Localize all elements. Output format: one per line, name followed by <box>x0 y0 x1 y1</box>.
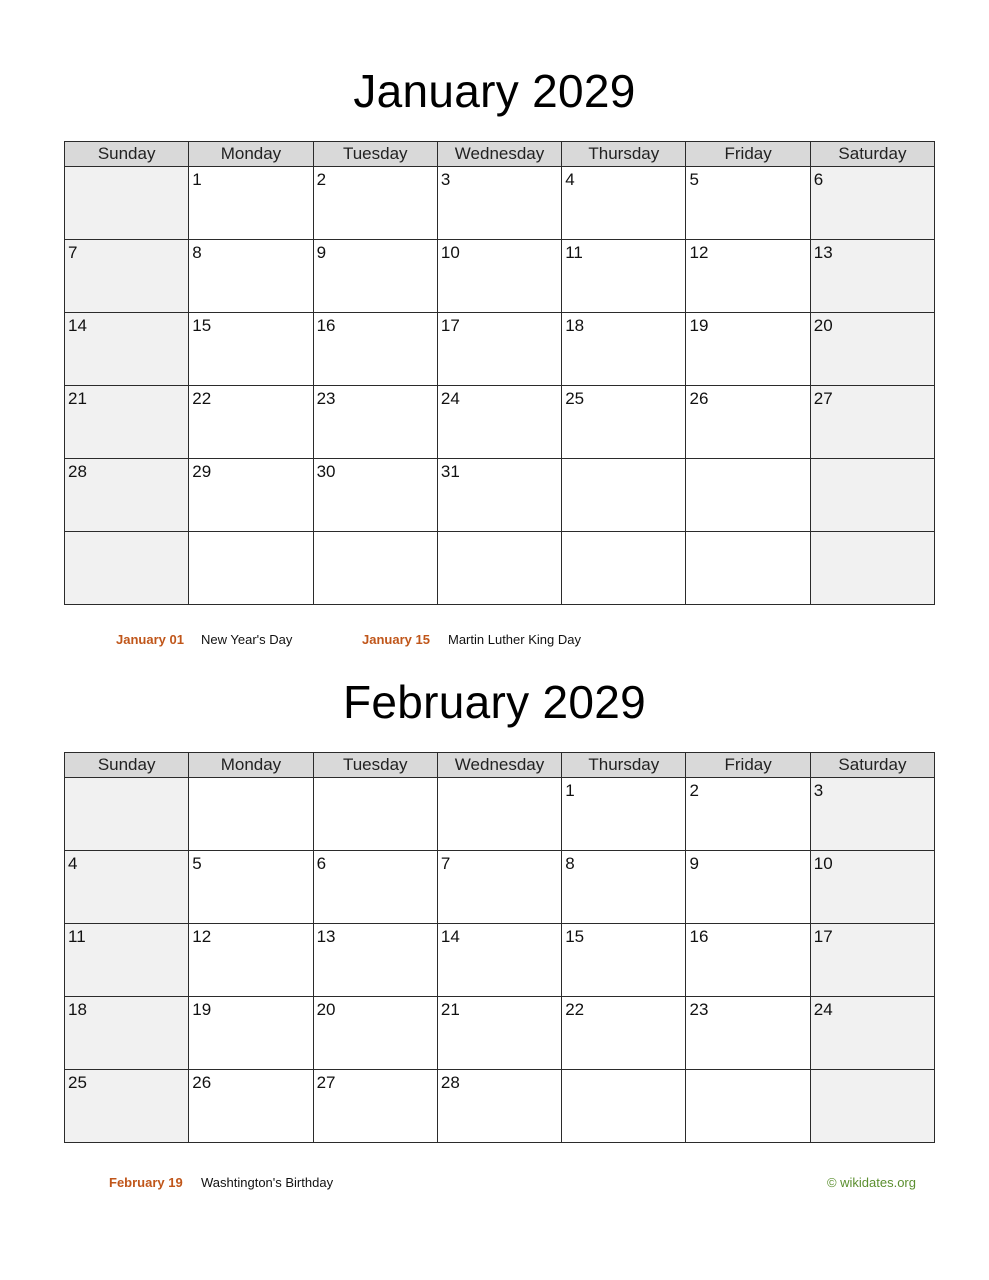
day-cell[interactable] <box>65 313 189 386</box>
day-cell[interactable] <box>562 851 686 924</box>
day-number: 4 <box>565 170 575 189</box>
day-number: 14 <box>68 316 87 335</box>
day-cell[interactable] <box>313 778 437 851</box>
weekday-header: Saturday <box>810 142 934 167</box>
weekday-header: Thursday <box>562 753 686 778</box>
holiday-date: February 19 <box>109 1175 183 1190</box>
day-cell[interactable] <box>562 997 686 1070</box>
day-number: 18 <box>565 316 585 335</box>
day-number: 7 <box>440 854 451 873</box>
day-number: 11 <box>565 243 583 262</box>
month-title-january: January 2029 <box>353 65 636 117</box>
weekday-header: Saturday <box>810 753 934 778</box>
day-cell[interactable] <box>65 532 189 605</box>
day-cell[interactable] <box>810 459 934 532</box>
credit-link[interactable]: © wikidates.org <box>826 1175 916 1190</box>
day-number <box>65 788 68 792</box>
day-number: 2 <box>316 170 327 189</box>
day-number: 13 <box>316 927 336 946</box>
week-row <box>65 778 935 851</box>
day-number: 7 <box>68 243 78 262</box>
day-cell[interactable] <box>65 240 189 313</box>
day-cell[interactable] <box>437 459 561 532</box>
day-cell[interactable] <box>65 386 189 459</box>
day-number: 15 <box>565 927 585 946</box>
weekday-header-row <box>65 142 935 167</box>
day-number: 3 <box>440 170 451 189</box>
day-cell[interactable] <box>686 997 810 1070</box>
day-number: 27 <box>813 389 833 408</box>
day-cell[interactable] <box>810 924 934 997</box>
day-number: 16 <box>689 927 709 946</box>
day-number: 25 <box>565 389 585 408</box>
day-cell[interactable] <box>810 851 934 924</box>
day-cell[interactable] <box>189 778 313 851</box>
day-cell[interactable] <box>65 1070 189 1143</box>
day-cell[interactable] <box>562 313 686 386</box>
day-cell[interactable] <box>437 167 561 240</box>
day-cell[interactable] <box>810 386 934 459</box>
day-number: 24 <box>813 1000 833 1019</box>
day-cell[interactable] <box>189 1070 313 1143</box>
day-number: 14 <box>440 927 460 946</box>
day-cell[interactable] <box>313 240 437 313</box>
week-row <box>65 240 935 313</box>
day-cell[interactable] <box>562 778 686 851</box>
day-cell[interactable] <box>189 997 313 1070</box>
day-number: 9 <box>689 854 699 873</box>
day-cell[interactable] <box>437 532 561 605</box>
day-cell[interactable] <box>65 997 189 1070</box>
day-cell[interactable] <box>65 778 189 851</box>
day-cell[interactable] <box>562 1070 686 1143</box>
day-cell[interactable] <box>437 924 561 997</box>
day-cell[interactable] <box>313 167 437 240</box>
day-cell[interactable] <box>562 924 686 997</box>
day-cell[interactable] <box>313 1070 437 1143</box>
day-number: 3 <box>813 781 824 800</box>
day-cell[interactable] <box>810 997 934 1070</box>
day-cell[interactable] <box>686 313 810 386</box>
day-cell[interactable] <box>313 459 437 532</box>
day-number <box>314 788 317 792</box>
day-cell[interactable] <box>313 997 437 1070</box>
holiday-name: Martin Luther King Day <box>448 632 581 647</box>
holiday-name: New Year's Day <box>201 632 293 647</box>
weekday-header: Friday <box>686 142 810 167</box>
day-cell[interactable] <box>313 924 437 997</box>
day-number: 10 <box>440 243 460 262</box>
day-cell[interactable] <box>437 313 561 386</box>
day-cell[interactable] <box>65 167 189 240</box>
day-cell[interactable] <box>810 532 934 605</box>
day-cell[interactable] <box>562 459 686 532</box>
day-cell[interactable] <box>437 997 561 1070</box>
weekday-header: Monday <box>189 142 313 167</box>
day-cell[interactable] <box>313 313 437 386</box>
day-cell[interactable] <box>189 386 313 459</box>
day-number: 1 <box>192 170 202 189</box>
day-cell[interactable] <box>189 167 313 240</box>
day-number: 15 <box>192 316 212 335</box>
day-number: 18 <box>68 1000 87 1019</box>
day-cell[interactable] <box>686 386 810 459</box>
weekday-header: Sunday <box>65 142 189 167</box>
day-number: 31 <box>440 462 460 481</box>
day-number: 10 <box>813 854 833 873</box>
day-cell[interactable] <box>437 778 561 851</box>
day-number <box>189 788 192 792</box>
day-number: 16 <box>316 316 336 335</box>
day-number: 8 <box>565 854 575 873</box>
day-number: 22 <box>192 389 212 408</box>
day-cell[interactable] <box>65 459 189 532</box>
day-number: 21 <box>440 1000 460 1019</box>
day-cell[interactable] <box>810 167 934 240</box>
day-number: 28 <box>440 1073 460 1092</box>
day-number: 29 <box>192 462 212 481</box>
holiday-date: January 01 <box>116 632 184 647</box>
calendar-grid-january <box>64 141 935 605</box>
day-cell[interactable] <box>810 240 934 313</box>
weekday-header: Tuesday <box>313 753 437 778</box>
day-cell[interactable] <box>437 386 561 459</box>
day-number: 26 <box>689 389 709 408</box>
day-number <box>65 542 68 546</box>
day-number: 12 <box>689 243 709 262</box>
day-number: 21 <box>68 389 87 408</box>
day-cell[interactable] <box>65 924 189 997</box>
day-cell[interactable] <box>686 532 810 605</box>
day-number <box>686 1080 689 1084</box>
weekday-header: Monday <box>189 753 313 778</box>
day-number <box>65 177 68 181</box>
day-number: 12 <box>192 927 212 946</box>
day-number: 20 <box>813 316 833 335</box>
day-number: 26 <box>192 1073 212 1092</box>
day-cell[interactable] <box>189 851 313 924</box>
week-row <box>65 459 935 532</box>
day-cell[interactable] <box>313 851 437 924</box>
weekday-header: Wednesday <box>437 753 561 778</box>
day-number <box>811 1080 814 1084</box>
day-number <box>562 542 565 546</box>
day-cell[interactable] <box>189 240 313 313</box>
calendar-grid-february <box>64 752 935 1143</box>
weekday-header: Wednesday <box>437 142 561 167</box>
week-row <box>65 532 935 605</box>
day-cell[interactable] <box>686 459 810 532</box>
day-cell[interactable] <box>562 240 686 313</box>
day-number <box>562 469 565 473</box>
holiday-name: Washtington's Birthday <box>201 1175 334 1190</box>
day-cell[interactable] <box>686 924 810 997</box>
weekday-header-row <box>65 753 935 778</box>
day-cell[interactable] <box>437 240 561 313</box>
day-number <box>314 542 317 546</box>
day-cell[interactable] <box>313 532 437 605</box>
month-title-february: February 2029 <box>342 676 647 728</box>
day-cell[interactable] <box>810 778 934 851</box>
day-number: 5 <box>192 854 202 873</box>
week-row <box>65 386 935 459</box>
day-number: 1 <box>565 781 575 800</box>
day-cell[interactable] <box>810 313 934 386</box>
day-number: 19 <box>689 316 709 335</box>
day-cell[interactable] <box>686 167 810 240</box>
weekday-header: Thursday <box>562 142 686 167</box>
week-row <box>65 167 935 240</box>
day-number: 6 <box>813 170 824 189</box>
day-cell[interactable] <box>189 459 313 532</box>
day-number: 25 <box>68 1073 87 1092</box>
day-cell[interactable] <box>686 778 810 851</box>
day-cell[interactable] <box>686 240 810 313</box>
day-number <box>686 542 689 546</box>
day-number: 6 <box>316 854 327 873</box>
day-number: 20 <box>316 1000 336 1019</box>
day-number <box>189 542 192 546</box>
day-cell[interactable] <box>686 1070 810 1143</box>
day-number: 28 <box>68 462 87 481</box>
day-number <box>811 542 814 546</box>
day-cell[interactable] <box>562 167 686 240</box>
day-number: 27 <box>316 1073 336 1092</box>
week-row <box>65 1070 935 1143</box>
week-row <box>65 313 935 386</box>
holiday-date: January 15 <box>362 632 430 647</box>
day-number: 23 <box>689 1000 709 1019</box>
day-number <box>438 542 441 546</box>
day-number <box>562 1080 565 1084</box>
day-number: 4 <box>68 854 78 873</box>
day-number: 24 <box>440 389 460 408</box>
day-cell[interactable] <box>313 386 437 459</box>
day-number: 13 <box>813 243 833 262</box>
weekday-header: Sunday <box>65 753 189 778</box>
day-number: 2 <box>689 781 699 800</box>
day-number: 5 <box>689 170 699 189</box>
day-cell[interactable] <box>810 1070 934 1143</box>
day-cell[interactable] <box>437 1070 561 1143</box>
day-cell[interactable] <box>686 851 810 924</box>
day-number <box>686 469 689 473</box>
weekday-header: Friday <box>686 753 810 778</box>
day-number: 8 <box>192 243 202 262</box>
day-number: 17 <box>813 927 833 946</box>
day-number: 30 <box>316 462 336 481</box>
day-number: 17 <box>440 316 460 335</box>
day-cell[interactable] <box>65 851 189 924</box>
day-cell[interactable] <box>189 532 313 605</box>
day-cell[interactable] <box>562 386 686 459</box>
week-row <box>65 851 935 924</box>
day-number: 9 <box>316 243 327 262</box>
day-number: 23 <box>316 389 336 408</box>
day-cell[interactable] <box>189 313 313 386</box>
day-cell[interactable] <box>189 924 313 997</box>
day-cell[interactable] <box>437 851 561 924</box>
week-row <box>65 924 935 997</box>
day-number <box>438 788 441 792</box>
day-number: 22 <box>565 1000 585 1019</box>
day-number: 11 <box>68 927 86 946</box>
day-number <box>811 469 814 473</box>
weekday-header: Tuesday <box>313 142 437 167</box>
week-row <box>65 997 935 1070</box>
day-cell[interactable] <box>562 532 686 605</box>
day-number: 19 <box>192 1000 212 1019</box>
